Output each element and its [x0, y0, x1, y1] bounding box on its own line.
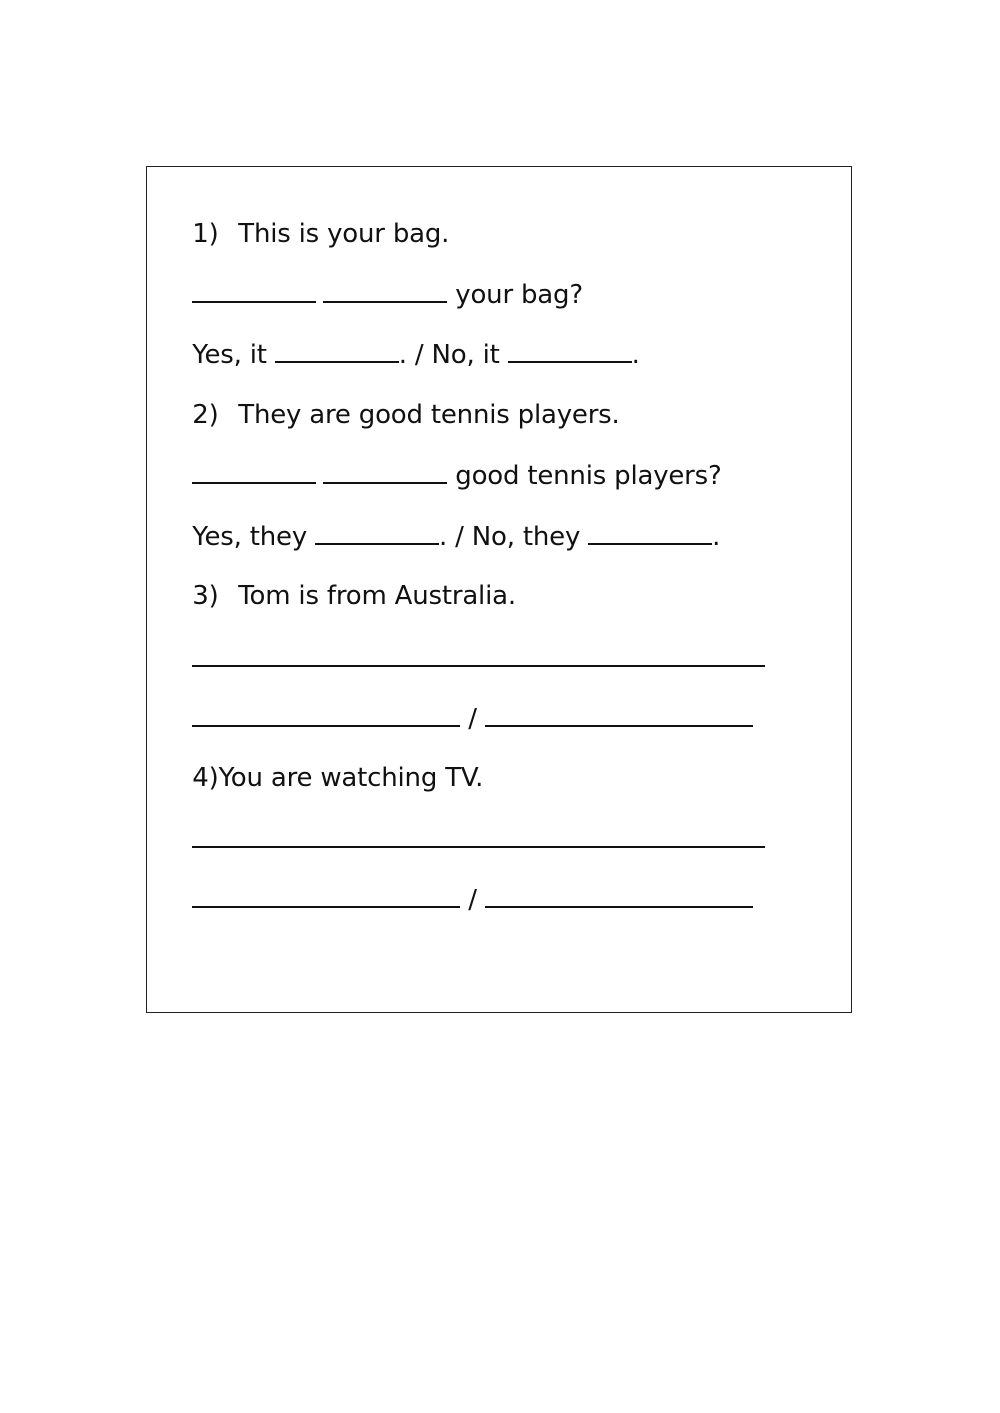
q1-answer-blank-no[interactable] [508, 339, 632, 363]
q4-prompt: You are watching TV. [218, 763, 484, 793]
q2-answer-blank-yes[interactable] [315, 521, 439, 545]
q4-question-blank[interactable] [192, 824, 765, 848]
q2-question-blank-2[interactable] [323, 460, 447, 484]
q3-number: 3) [192, 581, 219, 611]
q2-answer-end: . [712, 522, 721, 552]
q4-number: 4) [192, 763, 219, 793]
q2-prompt: They are good tennis players. [238, 400, 620, 430]
q1-prompt: This is your bag. [238, 219, 450, 249]
q2-question-blank-1[interactable] [192, 460, 316, 484]
q1-question-tail: your bag? [455, 280, 583, 310]
q3-prompt: Tom is from Australia. [238, 581, 516, 611]
q2-question-tail: good tennis players? [455, 461, 722, 491]
q1-answer-blank-yes[interactable] [275, 339, 399, 363]
q2-number: 2) [192, 400, 219, 430]
q4-slash: / [468, 885, 477, 915]
q3-answer-blank-no[interactable] [485, 703, 753, 727]
q1-question-blank-2[interactable] [323, 279, 447, 303]
q1-answer-yes: Yes, it [192, 340, 267, 370]
q1-question-blank-1[interactable] [192, 279, 316, 303]
q2-answer-sep: . / No, they [439, 522, 581, 552]
q4-answer-blank-yes[interactable] [192, 884, 460, 908]
q2-answer-blank-no[interactable] [588, 521, 712, 545]
q1-number: 1) [192, 219, 219, 249]
q3-answer-blank-yes[interactable] [192, 703, 460, 727]
q1-answer-sep: . / No, it [398, 340, 500, 370]
q4-answer-line [160, 854, 753, 945]
q1-answer-end: . [631, 340, 640, 370]
q3-slash: / [468, 704, 477, 734]
q4-answer-blank-no[interactable] [485, 884, 753, 908]
q2-answer-yes: Yes, they [192, 522, 308, 552]
worksheet-box [146, 166, 852, 1013]
q3-question-blank[interactable] [192, 643, 765, 667]
